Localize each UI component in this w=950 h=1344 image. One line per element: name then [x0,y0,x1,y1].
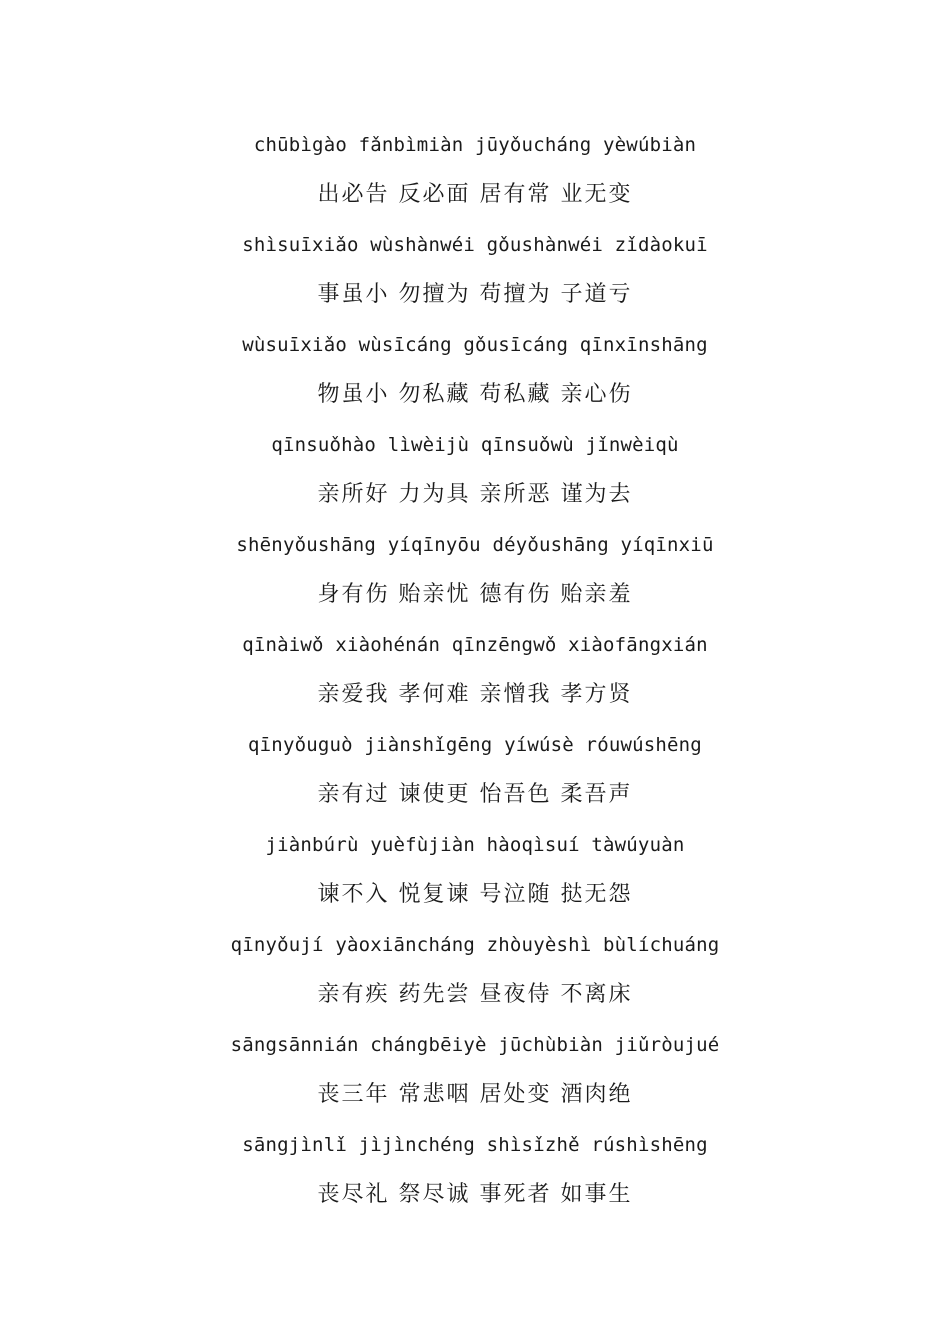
pinyin-line: sāngjìnlǐ jìjìnchéng shìsǐzhě rúshìshēng [242,1134,708,1156]
stanza-7 [0,720,950,820]
document-page [0,120,950,1220]
stanza-8 [0,820,950,920]
pinyin-line: jiànbúrù yuèfùjiàn hàoqìsuí tàwúyuàn [265,834,685,856]
stanza-1 [0,120,950,220]
stanza-6 [0,620,950,720]
pinyin-line: qīnsuǒhào lìwèijù qīnsuǒwù jǐnwèiqù [271,434,679,456]
hanzi-line: 物虽小 勿私藏 苟私藏 亲心伤 [317,382,633,407]
stanza-9 [0,920,950,1020]
stanza-11 [0,1120,950,1220]
pinyin-line: qīnyǒují yàoxiāncháng zhòuyèshì bùlíchuáng [230,934,720,956]
hanzi-line: 谏不入 悦复谏 号泣随 挞无怨 [317,882,633,907]
hanzi-line: 出必告 反必面 居有常 业无变 [317,182,633,207]
stanza-4 [0,420,950,520]
hanzi-line: 事虽小 勿擅为 苟擅为 子道亏 [317,282,633,307]
hanzi-line: 亲有疾 药先尝 昼夜侍 不离床 [317,982,633,1007]
pinyin-line: qīnyǒuguò jiànshǐgēng yíwúsè róuwúshēng [248,734,702,756]
stanza-10 [0,1020,950,1120]
pinyin-line: shēnyǒushāng yíqīnyōu déyǒushāng yíqīnxiū [236,534,714,556]
pinyin-line: qīnàiwǒ xiàohénán qīnzēngwǒ xiàofāngxián [242,634,708,656]
stanza-3 [0,320,950,420]
pinyin-line: shìsuīxiǎo wùshànwéi gǒushànwéi zǐdàokuī [242,234,708,256]
hanzi-line: 丧三年 常悲咽 居处变 酒肉绝 [317,1082,633,1107]
hanzi-line: 亲有过 谏使更 怡吾色 柔吾声 [317,782,633,807]
hanzi-line: 亲所好 力为具 亲所恶 谨为去 [317,482,633,507]
hanzi-line: 身有伤 贻亲忧 德有伤 贻亲羞 [317,582,633,607]
stanza-5 [0,520,950,620]
hanzi-line: 丧尽礼 祭尽诚 事死者 如事生 [317,1182,633,1207]
hanzi-line: 亲爱我 孝何难 亲憎我 孝方贤 [317,682,633,707]
pinyin-line: wùsuīxiǎo wùsīcáng gǒusīcáng qīnxīnshāng [242,334,708,356]
stanza-2 [0,220,950,320]
pinyin-line: chūbìgào fǎnbìmiàn jūyǒucháng yèwúbiàn [253,134,697,156]
pinyin-line: sāngsānnián chángbēiyè jūchùbiàn jiǔròujué [230,1034,720,1056]
